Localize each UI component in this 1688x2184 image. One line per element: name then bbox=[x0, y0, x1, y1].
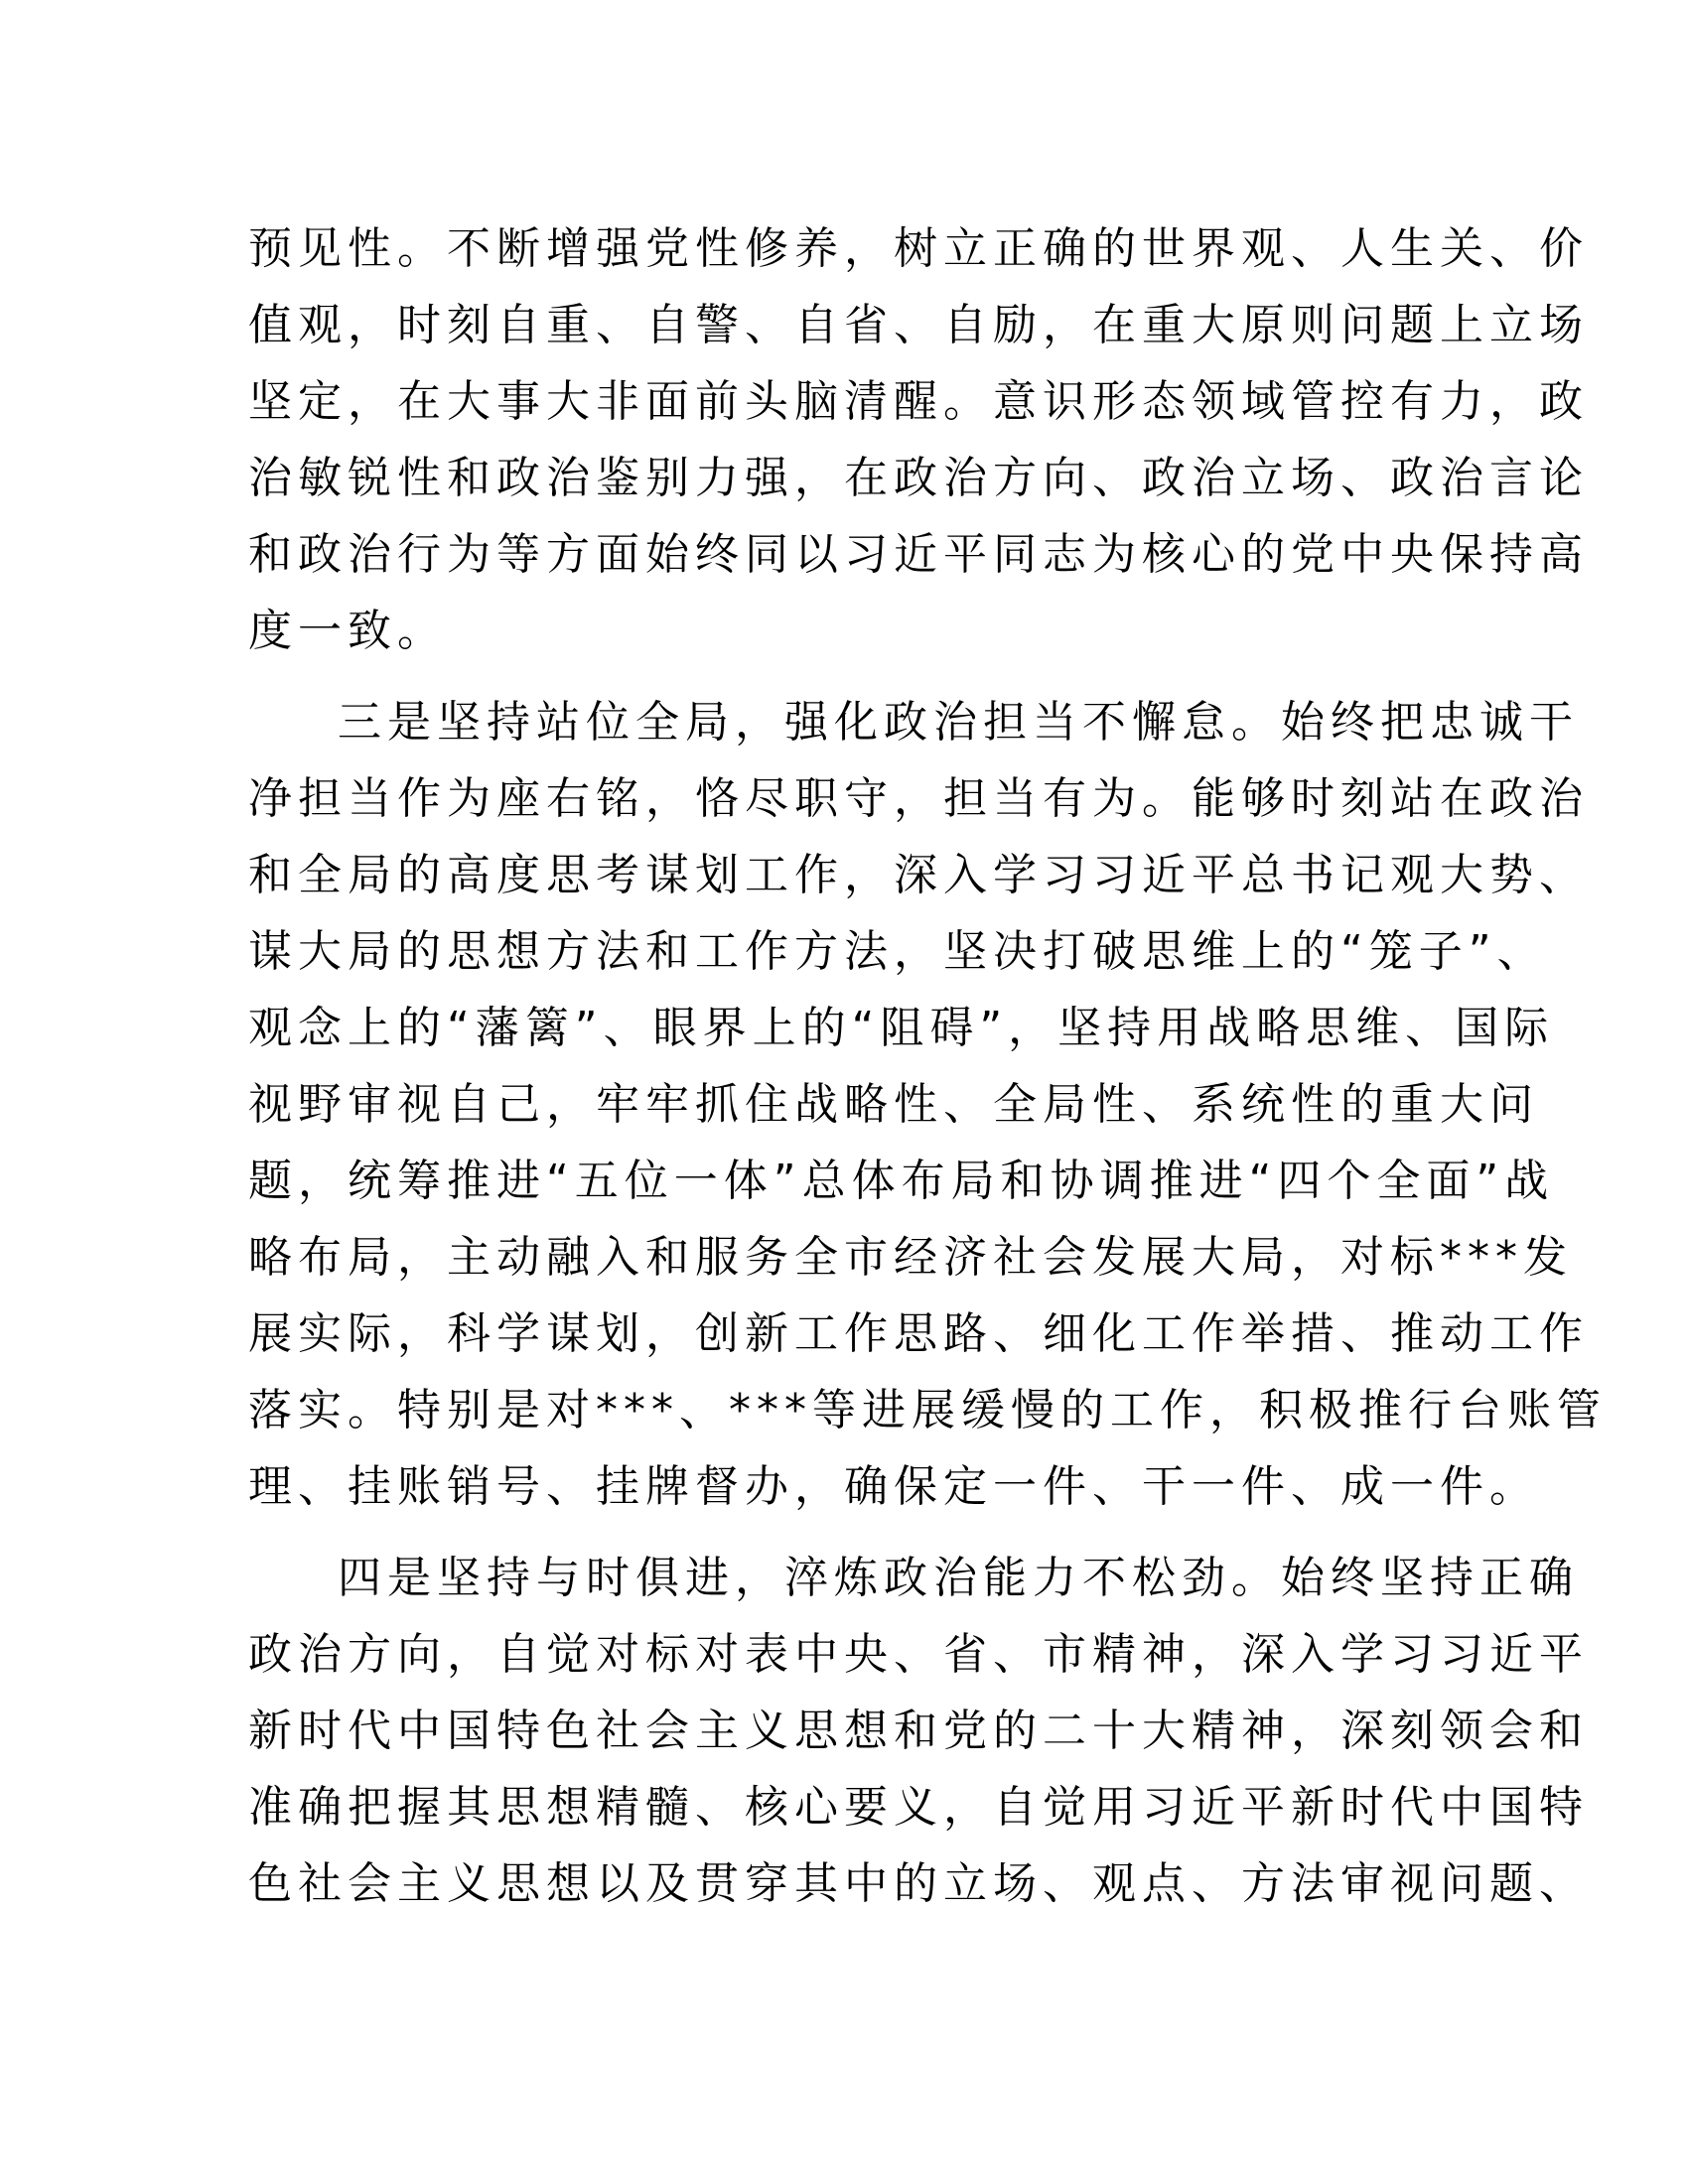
paragraph-heading-line: 三是坚持站位全局，强化政治担当不懈怠。始终把忠诚干 bbox=[338, 697, 1579, 748]
paragraph-three bbox=[248, 684, 1607, 1525]
text-line: 和政治行为等方面始终同以习近平同志为核心的党中央保持高 bbox=[248, 529, 1589, 580]
text-line: 色社会主义思想以及贯穿其中的立场、观点、方法审视问题、 bbox=[248, 1858, 1589, 1909]
text-line: 略布局，主动融入和服务全市经济社会发展大局，对标***发 bbox=[248, 1232, 1573, 1283]
text-line: 度一致。 bbox=[248, 606, 447, 656]
text-line: 坚定，在大事大非面前头脑清醒。意识形态领域管控有力，政 bbox=[248, 376, 1589, 427]
text-line: 准确把握其思想精髓、核心要义，自觉用习近平新时代中国特 bbox=[248, 1782, 1589, 1833]
text-line: 治敏锐性和政治鉴别力强，在政治方向、政治立场、政治言论 bbox=[248, 453, 1589, 503]
text-line: 题，统筹推进“五位一体”总体布局和协调推进“四个全面”战 bbox=[248, 1156, 1555, 1206]
document-page bbox=[248, 210, 1607, 1937]
paragraph-continuation bbox=[248, 210, 1589, 669]
paragraph-four bbox=[248, 1540, 1589, 1922]
text-line: 新时代中国特色社会主义思想和党的二十大精神，深刻领会和 bbox=[248, 1706, 1589, 1756]
paragraph-heading-line: 四是坚持与时俱进，淬炼政治能力不松劲。始终坚持正确 bbox=[338, 1553, 1579, 1603]
text-line: 预见性。不断增强党性修养，树立正确的世界观、人生关、价 bbox=[248, 223, 1589, 274]
text-line: 理、挂账销号、挂牌督办，确保定一件、干一件、成一件。 bbox=[248, 1461, 1539, 1512]
text-line: 展实际，科学谋划，创新工作思路、细化工作举措、推动工作 bbox=[248, 1308, 1589, 1359]
text-line: 落实。特别是对***、***等进展缓慢的工作，积极推行台账管 bbox=[248, 1385, 1607, 1435]
text-line: 视野审视自己，牢牢抓住战略性、全局性、系统性的重大问 bbox=[248, 1079, 1539, 1130]
text-line: 谋大局的思想方法和工作方法，坚决打破思维上的“笼子”、 bbox=[248, 926, 1547, 977]
text-line: 政治方向，自觉对标对表中央、省、市精神，深入学习习近平 bbox=[248, 1629, 1589, 1680]
text-line: 值观，时刻自重、自警、自省、自励，在重大原则问题上立场 bbox=[248, 300, 1589, 350]
text-line: 观念上的“藩篱”、眼界上的“阻碍”，坚持用战略思维、国际 bbox=[248, 1003, 1555, 1053]
text-line: 净担当作为座右铭，恪尽职守，担当有为。能够时刻站在政治 bbox=[248, 773, 1589, 824]
text-line: 和全局的高度思考谋划工作，深入学习习近平总书记观大势、 bbox=[248, 850, 1589, 900]
